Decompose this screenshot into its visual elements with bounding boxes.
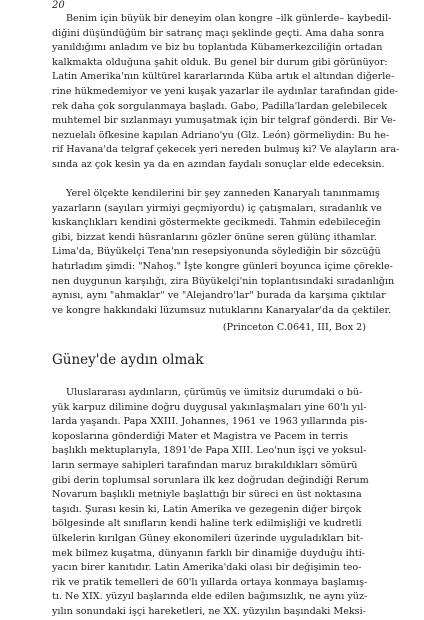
text-line: yük karpuz dilimine doğru duygusal yakınlaşmaları yine 60'lı yıl- [52, 401, 367, 413]
text-line: sında az çok kesin ya da en azından faydalı sonuçlar elde edeceksin. [52, 158, 385, 170]
text-line: yazarların (sayıları yirmiyi geçmiyordu) iç çatışmaları, sıradanlık ve [52, 202, 382, 214]
paragraph-1 [52, 12, 400, 173]
text-line: aynısı, aynı "ahmaklar" ve "Alejandro'lar" burada da karşıma çıktılar [52, 290, 386, 302]
text-line: nezuelalı öfkesine kapılan Adriano'yu (Glz. León) görmeliydin: Bu he- [52, 129, 390, 141]
text-line: gibi derin toplumsal sorunlara ilk kez doğrudan değindiği Rerum [52, 474, 369, 486]
text-line: koposlarına gönderdiği Mater et Magistra ve Pacem in terris [52, 430, 349, 442]
citation: (Princeton C.0641, III, Box 2) [222, 322, 366, 333]
page-number: 20 [52, 0, 65, 11]
text-line: hatırladım şimdi: "Nahoş." İşte kongre günleri boyunca içime çörekle- [52, 260, 393, 272]
text-line: Latin Amerika'nın kültürel kararlarında Küba artık el altından diğerle- [52, 71, 395, 83]
text-line: Uluslararası aydınların, çürümüş ve ümitsiz durumdaki o bü- [66, 387, 363, 398]
text-line: başlıklı mektuplarıyla, 1891'de Papa XIII. Leo'nun işçi ve yoksul- [52, 445, 367, 457]
text-line: muhtemel bir sızlanmayı yumuşatmak için bir telgraf gönderdi. Bir Ve- [52, 115, 396, 127]
text-line: larda yaşandı. Papa XXIII. Johannes, 1961 ve 1963 yıllarında pis- [52, 416, 368, 428]
text-line: rik ve pratik temelleri de 60'lı yıllarda ortaya konmaya başlamış- [52, 576, 368, 588]
text-line: yacın birer kanıtıdır. Latin Amerika'daki olası bir değişimin teo- [52, 562, 362, 574]
text-line: Lima'da, Büyükelçi Tena'nın resepsiyonunda söylediğin bir sözcüğü [52, 246, 381, 258]
text-line: ların sermaye sahipleri tarafından maruz bırakıldıkları sömürü [52, 459, 358, 471]
text-line: mek bilmez kuşatma, dünyanın farklı bir dinamiğe duyduğu ihti- [52, 547, 366, 559]
text-line: yılın sonundaki işçi hareketleri, ne XX. yüzyılın başındaki Meksi- [52, 605, 366, 617]
section-heading: Güney'de aydın olmak [52, 352, 204, 368]
text-line: kıskançlıkları kendini göstermekte gecikmedi. Tahmin edebileceğin [52, 217, 381, 229]
text-line: ülkelerin kırılgan Güney ekonomileri üzerinde uyguladıkları bit- [52, 532, 364, 544]
text-line: diğini düşündüğüm bir satranç maçı şeklinde geçti. Ama daha sonra [52, 27, 385, 39]
text-line: Yerel ölçekte kendilerini bir şey zanneden Kanaryalı tanınmamış [66, 188, 380, 199]
text-line: kalkmakta olduğuna şahit olduk. Bu genel bir durum gibi görünüyor: [52, 56, 388, 68]
text-line: yanıldığımı anladım ve biz bu toplantıda Kübamerkezciliğin ortadan [52, 42, 383, 54]
section-body [52, 386, 372, 620]
text-line: tı. Ne XIX. yüzyıl başlarında elde edilen bağımsızlık, ne aynı yüz- [52, 591, 368, 603]
text-line: rek daha çok sorgulanmaya başladı. Gabo, Padilla'lardan gelebilecek [52, 100, 388, 112]
text-line: Benim için büyük bir deneyim olan kongre –ilk günlerde– kaybedil- [66, 13, 392, 24]
text-line: nen duygunun karşılığı, zira Büyükelçi'nin toplantısındaki sıradanlığın [52, 275, 395, 287]
text-line: rine hükmedemiyor ve yeni kuşak yazarlar ile aydınlar tarafından gide- [52, 85, 399, 97]
text-line: ve kongre hakkındaki lüzumsuz nutuklarını Kanaryalar'da da çektiler. [52, 304, 392, 316]
text-line: gibi, bizzat kendi hüsranlarını gözler önüne seren gülünç ithamlar. [52, 231, 377, 243]
text-line: taşıdı. Şurası kesin ki, Latin Amerika ve gezegenin diğer birçok [52, 503, 362, 515]
text-line: Novarum başlıklı metniyle başlattığı bir süreci en üst noktasına [52, 489, 362, 501]
text-line: bölgesinde alt sınıfların kendi haline terk edilmişliği ve kudretli [52, 518, 362, 530]
paragraph-2 [52, 187, 395, 318]
text-line: rif Havana'da telgraf çekecek yeri nereden bulmuş ki? Ve alayların ara- [52, 144, 400, 156]
